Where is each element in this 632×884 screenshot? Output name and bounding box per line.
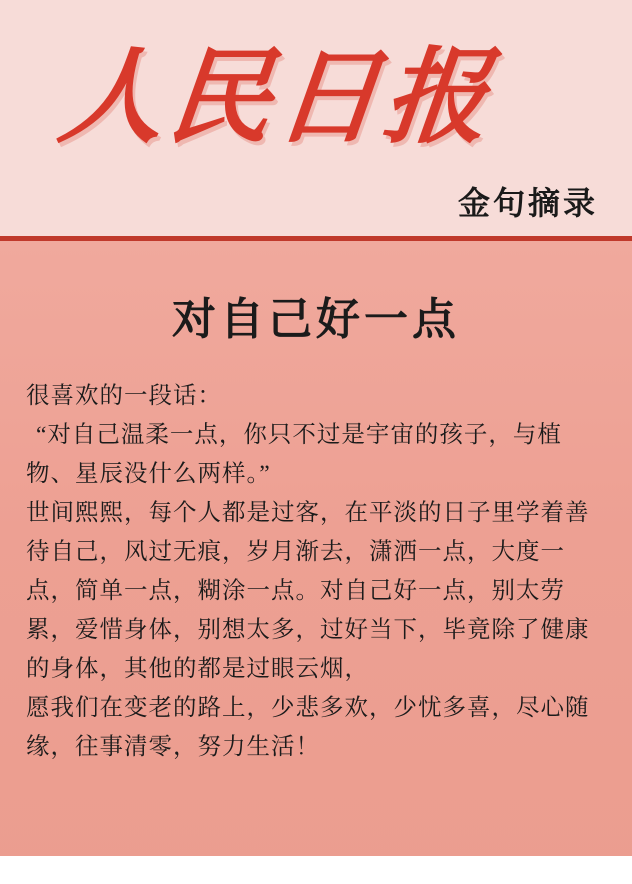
header-subtitle: 金句摘录 (457, 185, 598, 221)
paragraph-main: 世间熙熙，每个人都是过客，在平淡的日子里学着善待自己，风过无痕，岁月渐去，潇洒一点，大度一点，简单一点，糊涂一点。对自己好一点，别太劳累，爱惜身体，别想太多，过好当下，毕竟除了健康的身体，其他的都是过眼云烟， (26, 500, 590, 682)
paragraph-closing: 愿我们在变老的路上，少悲多欢，少忧多喜，尽心随缘，往事清零，努力生活！ (26, 695, 590, 760)
masthead-logo: 人民日报 (54, 41, 499, 156)
paragraph-intro: 很喜欢的一段话： (26, 383, 222, 409)
paragraph-quote: “对自己温柔一点，你只不过是宇宙的孩子，与植物、星辰没什么两样。” (26, 422, 562, 487)
poster-header (0, 0, 632, 236)
page-title: 对自己好一点 (172, 295, 460, 344)
poster-body (0, 241, 632, 884)
bottom-white-strip (0, 856, 632, 884)
